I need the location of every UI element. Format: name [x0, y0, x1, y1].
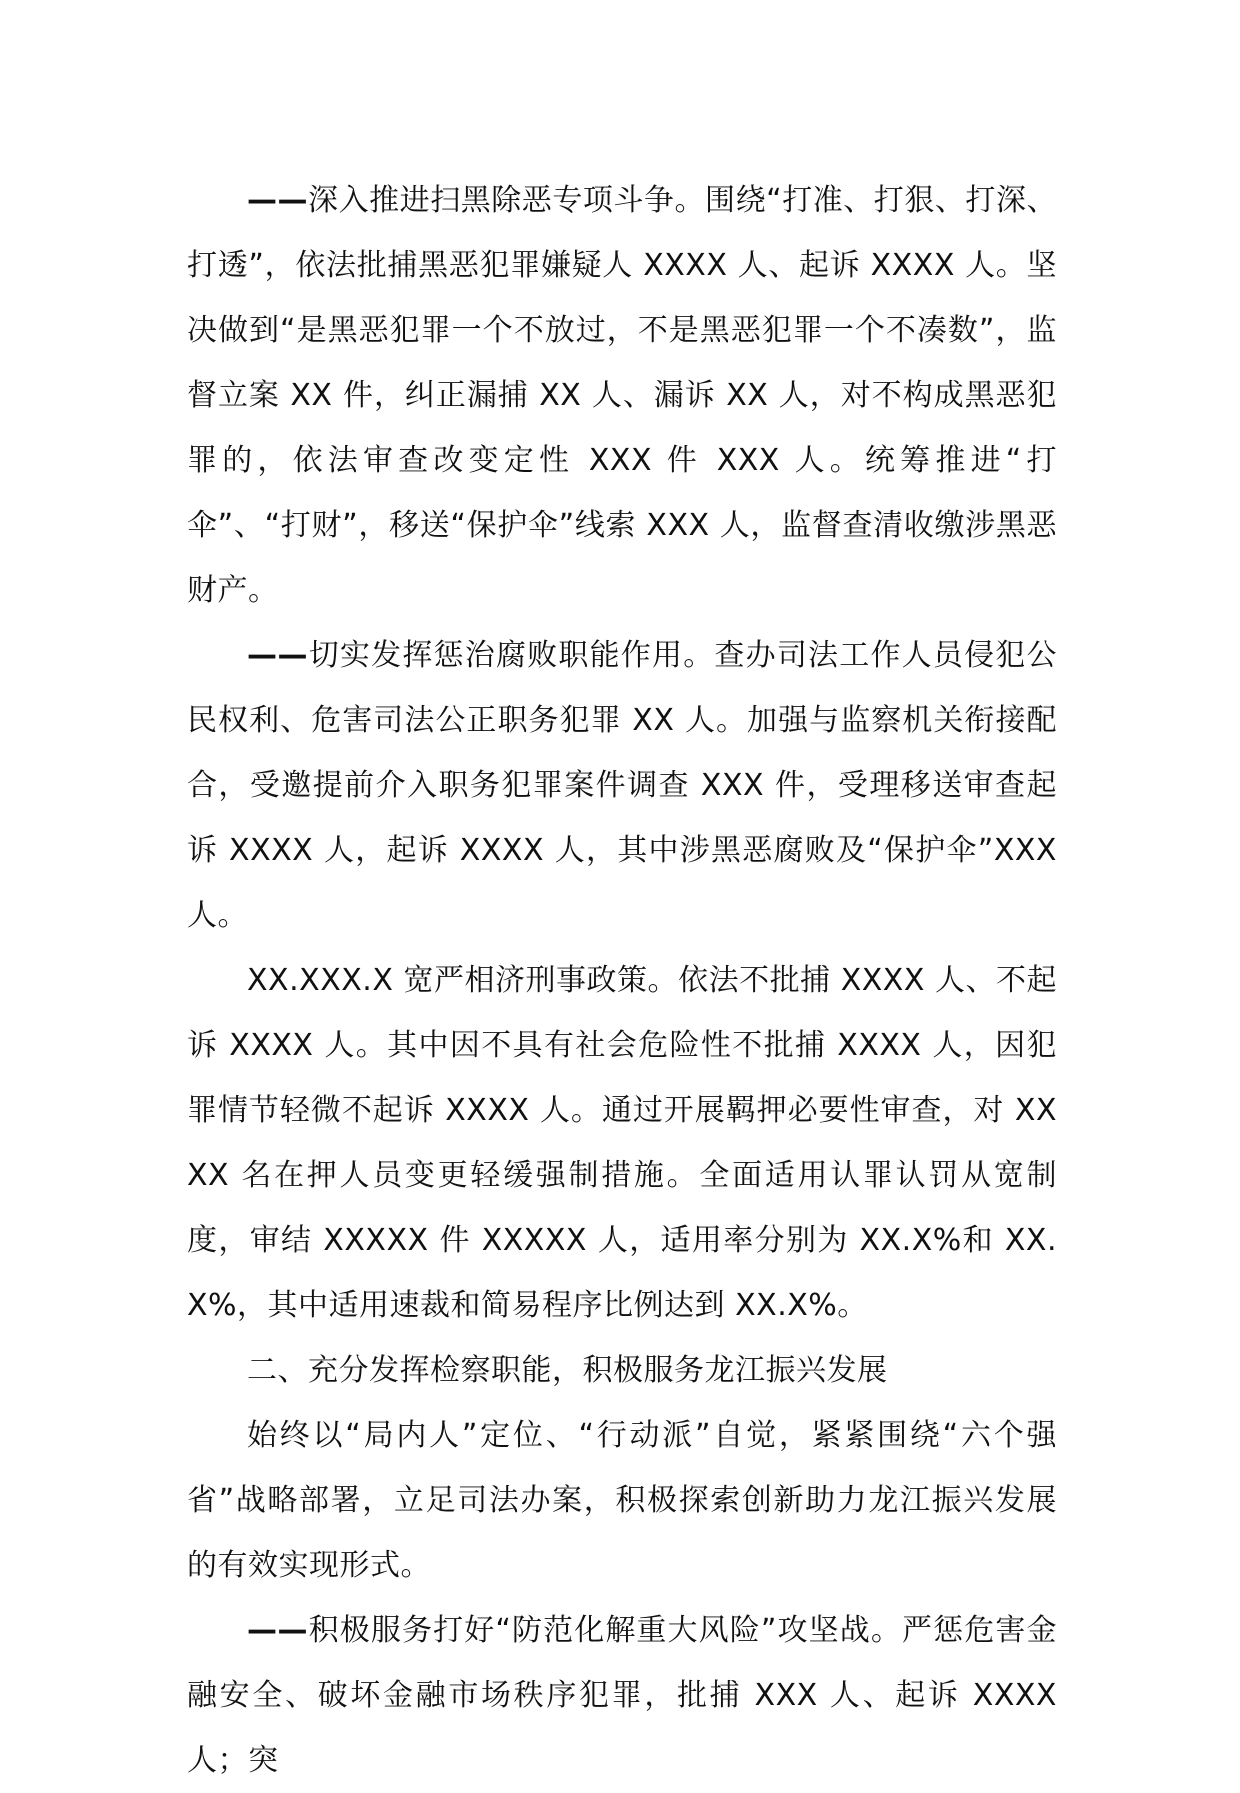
paragraph-text: 切实发挥惩治腐败职能作用。查办司法工作人员侵犯公民权利、危害司法公正职务犯罪 XX 人。加强与监察机关衔接配合，受邀提前介入职务犯罪案件调查 XXX 件，受理移送审查起诉 XXXX 人，起诉 XXXX 人，其中涉黑恶腐败及“保护伞”XXX 人。 — [187, 638, 1057, 933]
em-dash-lead: —— — [247, 183, 308, 218]
paragraph-risk-prevention — [187, 1598, 1057, 1793]
paragraph-anti-corruption — [187, 623, 1057, 948]
heading-text: 二、充分发挥检察职能，积极服务龙江振兴发展 — [247, 1353, 888, 1388]
paragraph-text: XX.XXX.X 宽严相济刑事政策。依法不批捕 XXXX 人、不起诉 XXXX 人。其中因不具有社会危险性不批捕 XXXX 人，因犯罪情节轻微不起诉 XXXX 人。通过开展羁押必要性审查，对 XXXX 名在押人员变更轻缓强制措施。全面适用认罪认罚从宽制度，审结 XXXXX 件 XXXXX 人，适用率分别为 XX.X%和 XX.X%，其中适用速裁和简易程序比例达到 XX.X%。 — [187, 963, 1057, 1323]
paragraph-criminal-policy — [187, 948, 1057, 1338]
section-heading-two — [187, 1338, 1057, 1403]
em-dash-lead: —— — [247, 1613, 308, 1648]
paragraph-text: 深入推进扫黑除恶专项斗争。围绕“打准、打狠、打深、打透”，依法批捕黑恶犯罪嫌疑人 XXXX 人、起诉 XXXX 人。坚决做到“是黑恶犯罪一个不放过，不是黑恶犯罪一个不凑数”，监督立案 XX 件，纠正漏捕 XX 人、漏诉 XX 人，对不构成黑恶犯罪的，依法审查改变定性 XXX 件 XXX 人。统筹推进“打伞”、“打财”，移送“保护伞”线索 XXX 人，监督查清收缴涉黑恶财产。 — [187, 183, 1057, 608]
paragraph-section-intro — [187, 1403, 1057, 1598]
em-dash-lead: —— — [247, 638, 308, 673]
paragraph-text: 始终以“局内人”定位、“行动派”自觉，紧紧围绕“六个强省”战略部署，立足司法办案，积极探索创新助力龙江振兴发展的有效实现形式。 — [187, 1418, 1057, 1583]
paragraph-text: 积极服务打好“防范化解重大风险”攻坚战。严惩危害金融安全、破坏金融市场秩序犯罪，批捕 XXX 人、起诉 XXXX 人；突 — [187, 1613, 1057, 1778]
document-body — [187, 168, 1057, 1793]
paragraph-anti-gang-campaign — [187, 168, 1057, 623]
